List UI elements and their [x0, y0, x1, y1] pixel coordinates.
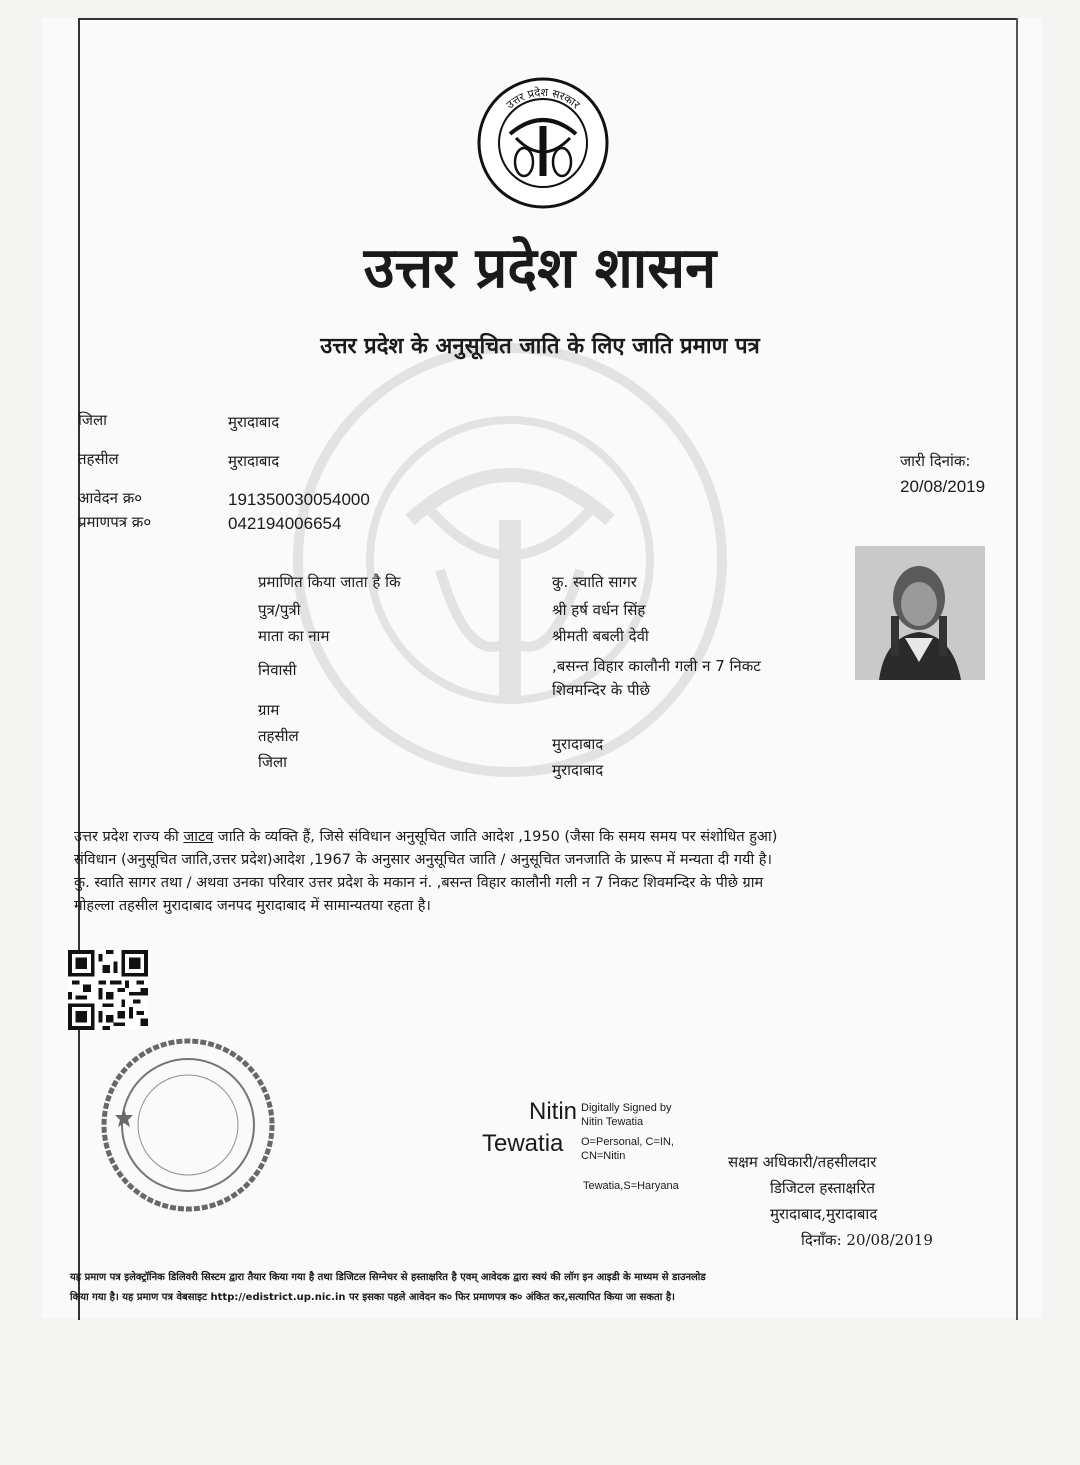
son-daughter-value: श्री हर्ष वर्धन सिंह	[552, 601, 646, 619]
digital-sign-line3: O=Personal, C=IN,	[581, 1136, 674, 1148]
certified-label: प्रमाणित किया जाता है कि	[258, 573, 401, 591]
digital-sign-line1: Digitally Signed by	[581, 1102, 672, 1114]
footer-note	[70, 1268, 990, 1308]
resident-label: निवासी	[258, 661, 297, 679]
footer-line-1: यह प्रमाण पत्र इलेक्ट्रॉनिक डिलिवरी सिस्टम द्वारा तैयार किया गया है तथा डिजिटल सिग्नेचर से हस्ताक्षरित है एवम् आवेदक द्वारा स्वयं की लॉग इन आइडी के माध्यम से डाउनलोड	[70, 1272, 706, 1283]
details-district-label: जिला	[258, 753, 288, 771]
tehsil-label: तहसील	[78, 450, 119, 468]
digital-sign-line4: CN=Nitin	[581, 1150, 626, 1162]
digital-sign-line5: Tewatia,S=Haryana	[583, 1180, 679, 1192]
application-no-value: 191350030054000	[228, 490, 370, 509]
officer-location: मुरादाबाद,मुरादाबाद	[770, 1205, 878, 1223]
up-government-emblem-icon	[476, 76, 610, 210]
qr-code-icon	[68, 950, 148, 1030]
page-edge-left	[78, 18, 80, 1320]
issue-date-value: 20/08/2019	[900, 477, 986, 496]
details-district-value: मुरादाबाद	[552, 761, 604, 779]
village-label: ग्राम	[258, 701, 280, 719]
digital-sign-line2: Nitin Tewatia	[581, 1116, 644, 1128]
statement-line-1: उत्तर प्रदेश राज्य की जाटव जाति के व्यक्ति हैं, जिसे संविधान अनुसूचित जाति आदेश ,1950 (जैसा कि समय समय पर संशोधित हुआ)	[74, 829, 778, 845]
tehsil-value: मुरादाबाद	[228, 452, 280, 470]
footer-line-2: किया गया है। यह प्रमाण पत्र वेबसाइट http://edistrict.up.nic.in पर इसका पहले आवेदन क० फिर प्रमाणपत्र क० अंकित कर,सत्यापित किया जा सकता है।	[70, 1292, 675, 1303]
up-government-emblem-watermark	[290, 340, 730, 780]
applicant-photo	[855, 546, 985, 680]
statement-line-2: संविधान (अनुसूचित जाति,उत्तर प्रदेश)आदेश ,1967 के अनुसार अनुसूचित जाति / अनुसूचित जनजाति के प्रारूप में मन्यता दी गयी है।	[74, 852, 773, 868]
statement-line-3: कु. स्वाति सागर तथा / अथवा उनका परिवार उत्तर प्रदेश के मकान नं. ,बसन्त विहार कालौनी गली न 7 निकट शिवमन्दिर के पीछे ग्राम	[74, 875, 764, 891]
district-label: जिला	[78, 411, 108, 429]
details-tehsil-label: तहसील	[258, 727, 299, 745]
mother-label: माता का नाम	[258, 627, 330, 645]
signer-name-line2: Tewatia	[482, 1130, 564, 1157]
mother-value: श्रीमती बबली देवी	[552, 627, 649, 645]
certificate-subtitle: उत्तर प्रदेश के अनुसूचित जाति के लिए जाति प्रमाण पत्र	[320, 333, 760, 359]
son-daughter-label: पुत्र/पुत्री	[258, 601, 301, 619]
certificate-no-label: प्रमाणपत्र क्र०	[78, 513, 152, 531]
caste-name: जाटव	[183, 829, 214, 845]
certificate-no-value: 042194006654	[228, 514, 342, 533]
page-title: उत्तर प्रदेश शासन	[363, 235, 717, 301]
signer-name-line1: Nitin	[529, 1098, 578, 1125]
page-edge-right	[1016, 18, 1018, 1320]
certificate-statement	[74, 826, 964, 918]
round-office-stamp-icon	[98, 1035, 278, 1215]
resident-value-line2: शिवमन्दिर के पीछे	[552, 681, 650, 699]
page-edge-top	[78, 18, 1016, 20]
officer-digital-signed: डिजिटल हस्ताक्षरित	[770, 1179, 875, 1197]
resident-value-line1: ,बसन्त विहार कालौनी गली न 7 निकट	[552, 657, 761, 675]
officer-designation: सक्षम अधिकारी/तहसीलदार	[728, 1153, 877, 1171]
svg-text:उत्तर प्रदेश सरकार: उत्तर प्रदेश सरकार	[503, 85, 583, 112]
statement-line-4: मोहल्ला तहसील मुरादाबाद जनपद मुरादाबाद में सामान्यतया रहता है।	[74, 898, 431, 914]
certified-value: कु. स्वाति सागर	[552, 573, 637, 591]
application-no-label: आवेदन क्र०	[78, 489, 143, 507]
district-value: मुरादाबाद	[228, 413, 280, 431]
details-tehsil-value: मुरादाबाद	[552, 735, 604, 753]
issue-date-label: जारी दिनांक:	[900, 452, 971, 470]
officer-date: दिनाँक: 20/08/2019	[801, 1231, 933, 1249]
